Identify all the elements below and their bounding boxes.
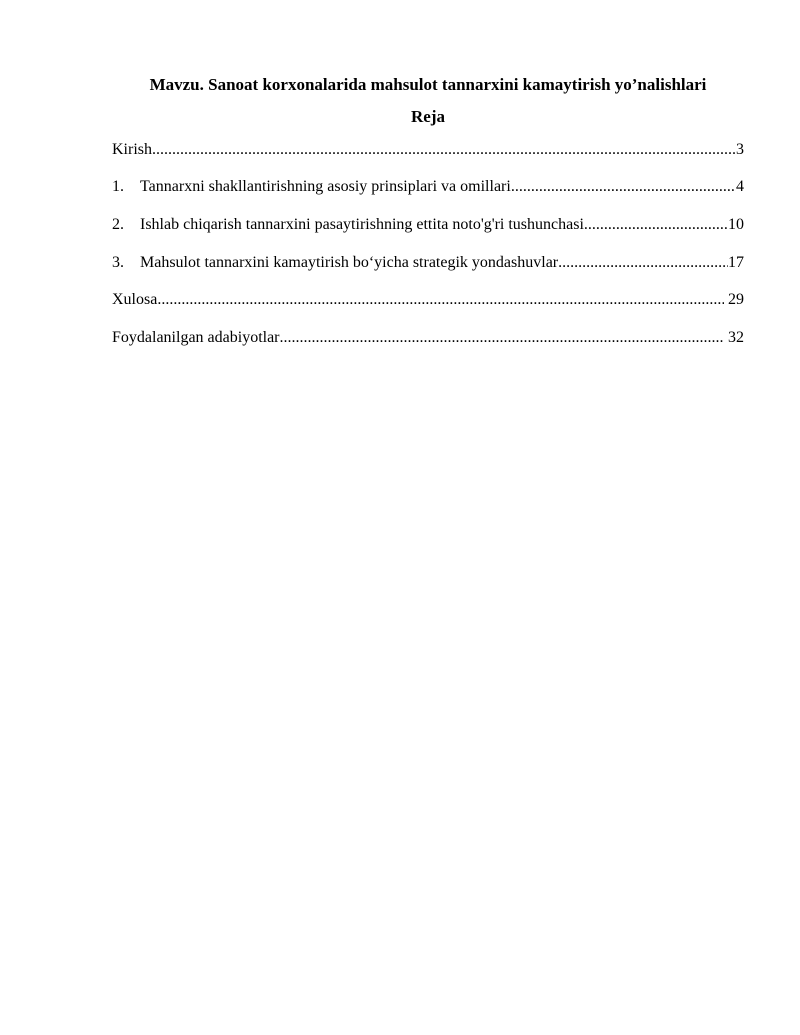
toc-entry-1 (112, 176, 744, 198)
toc-entry-label: Tannarxni shakllantirishning asosiy prinsiplari va omillari (140, 178, 511, 195)
toc-entry-label: Mahsulot tannarxini kamaytirish bo‘yicha strategik yondashuvlar (140, 254, 559, 271)
toc-entry-kirish (112, 139, 744, 161)
dot-leader (280, 327, 724, 349)
toc-entry-xulosa (112, 289, 744, 311)
toc-entry-label: Xulosa (112, 291, 158, 308)
toc-entry-number: 2. (112, 216, 124, 233)
dot-leader (152, 139, 736, 161)
toc-entry-3 (112, 252, 744, 274)
dot-leader (157, 289, 724, 311)
toc-entry-adabiyotlar (112, 327, 744, 349)
plan-heading: Reja (411, 107, 445, 126)
toc-entry-page: 29 (724, 291, 744, 308)
dot-leader (511, 176, 736, 198)
dot-leader (584, 214, 728, 236)
toc-entry-page: 3 (736, 141, 744, 158)
toc-entry-label: Kirish (112, 141, 152, 158)
toc-entry-number: 1. (112, 178, 124, 195)
document-title: Mavzu. Sanoat korxonalarida mahsulot tannarxini kamaytirish yo’nalishlari (149, 75, 707, 94)
toc-entry-page: 10 (728, 216, 744, 233)
toc-entry-label: Ishlab chiqarish tannarxini pasaytirishning ettita noto'g'ri tushunchasi (140, 216, 584, 233)
toc-entry-page: 4 (736, 178, 744, 195)
toc-entry-2 (112, 214, 744, 236)
toc-entry-number: 3. (112, 254, 124, 271)
toc-entry-page: 17 (728, 254, 744, 271)
toc-entry-label: Foydalanilgan adabiyotlar (112, 329, 280, 346)
dot-leader (558, 252, 728, 274)
toc-entry-page: 32 (724, 329, 744, 346)
